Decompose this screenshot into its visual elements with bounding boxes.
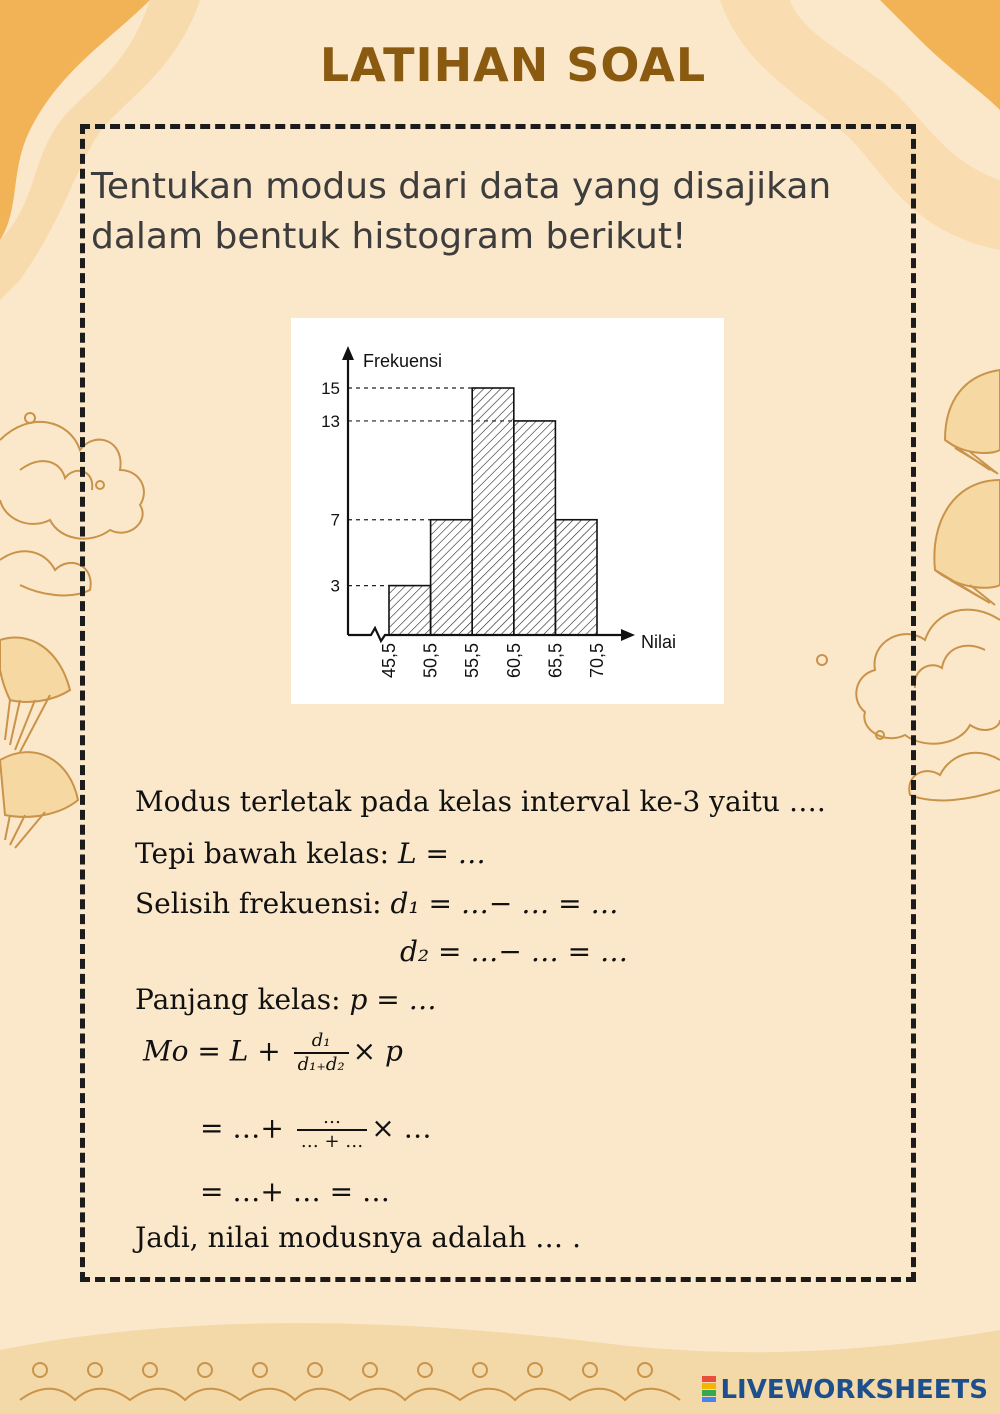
lower-boundary-formula: L = … [397,837,486,870]
substitution-denominator: … + … [297,1129,368,1153]
substitution-numerator: … [323,1107,341,1128]
x-tick-label: 65,5 [545,643,566,679]
x-axis-label: Nilai [641,632,677,652]
freq-diff-label: Selisih frekuensi: [135,887,391,920]
y-tick-label: 15 [321,379,340,398]
substitution-rhs: × … [371,1111,432,1145]
conclusion-text: Jadi, nilai modusnya adalah … . [135,1221,581,1254]
mode-formula-rhs: × p [352,1034,403,1068]
x-axis-arrow [621,629,635,641]
d1-formula: d₁ = …− … = … [390,887,619,920]
modal-class-text: Modus terletak pada kelas interval ke-3 yaitu …. [135,785,826,818]
question-line-1: Tentukan modus dari data yang disajikan [91,166,832,207]
left-ginkgo-leaves [0,637,78,848]
solution-line-lower-boundary [135,837,486,870]
y-tick-label: 7 [330,510,340,530]
liveworksheets-brand: LIVEWORKSHEETS [720,1375,988,1405]
solution-line-result [200,1175,390,1208]
substitution-fraction [297,1107,368,1153]
x-tick-label: 70,5 [587,643,607,679]
x-tick-label: 45,5 [379,643,399,679]
histogram-bar [555,520,597,635]
question-line-2: dalam bentuk histogram berikut! [91,216,687,257]
histogram-chart [291,318,724,704]
histogram-bar [472,388,514,635]
class-length-label: Panjang kelas: [135,983,350,1016]
y-axis-label: Frekuensi [363,351,443,371]
lower-boundary-label: Tepi bawah kelas: [135,837,398,870]
y-tick-label: 13 [321,411,340,431]
solution-line-class-length [135,983,437,1016]
histogram-bar [389,586,431,635]
mode-fraction [294,1030,349,1076]
histogram-svg [291,318,724,704]
x-tick-label: 50,5 [420,643,441,679]
solution-line-conclusion [135,1221,581,1254]
right-ginkgo-leaves [934,370,1000,605]
mode-fraction-numerator: d₁ [311,1030,331,1051]
x-tick-label: 60,5 [503,643,524,679]
solution-line-mode-formula [143,1030,403,1076]
x-tick-label: 55,5 [462,643,483,679]
page-title: LATIHAN SOAL [319,38,707,92]
solution-line-d2 [400,935,628,968]
question-text [91,162,931,262]
mode-formula-lhs: Mo = L + [143,1034,290,1068]
d2-formula: d₂ = …− … = … [400,935,629,968]
result-formula: = …+ … = … [200,1175,390,1208]
class-length-formula: p = … [349,983,437,1016]
mode-fraction-denominator: d₁₊d₂ [294,1052,349,1076]
solution-line-modal-class [135,785,826,818]
y-axis-arrow [342,346,354,360]
substitution-lhs: = …+ [200,1111,293,1145]
liveworksheets-icon [702,1376,716,1402]
solution-line-substitution [200,1107,432,1153]
solution-line-d1 [135,887,619,920]
histogram-bar [514,421,556,635]
histogram-bar [431,520,473,635]
liveworksheets-logo[interactable] [702,1375,988,1405]
y-tick-label: 3 [330,576,340,596]
